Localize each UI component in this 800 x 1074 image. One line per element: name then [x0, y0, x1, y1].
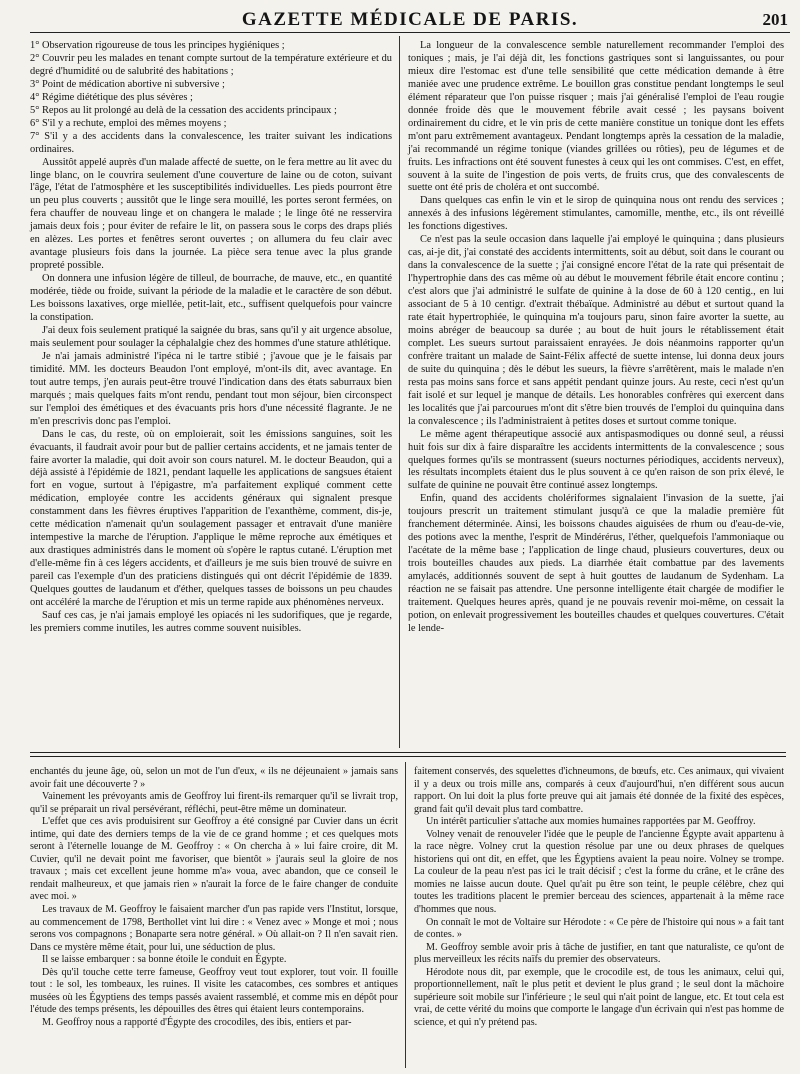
paragraph: 6° S'il y a rechute, emploi des mêmes moyens ; [30, 117, 227, 129]
paragraph: J'ai deux fois seulement pratiqué la saignée du bras, sans qu'il y ait urgence absolue, mais seulement pour soulager la céphalalgie chez des hommes d'une stature athlétique. [30, 324, 392, 349]
paragraph: 1° Observation rigoureuse de tous les principes hygiéniques ; [30, 40, 285, 51]
page-title: GAZETTE MÉDICALE DE PARIS. [241, 9, 579, 30]
paragraph: Enfin, quand des accidents cholériformes signalaient l'invasion de la suette, j'ai toujours prescrit un traitement stimulant jusqu'à ce que la maladie première fût franchement déterminée. Ainsi, les boissons chaudes aiguisées de rhum ou d'eau-de-vie, des potions avec la menthe, l'esprit de Mindérérus, l'éther, quelquefois l'ammoniaque ou l'acétate de la même base ; l'application de linge chaud, plusieurs couvertures, deux ou trois bouteilles chaudes aux pieds. La diarrhée était combattue par des lavements amylacés, additionnés souvent de sept à huit gouttes de laudanum de Sydenham. La réaction ne se faisait pas attendre. Une personne intelligente était chargée de modifier le traitement. Quelques heures après, quand je ne pouvais revenir moi-même, on cessait la potion, on enlevait progressivement les bouteilles chaudes et quelques couvertures. C'était le lende- [408, 493, 784, 634]
paragraph: Il se laisse embarquer : sa bonne étoile le conduit en Égypte. [42, 954, 287, 966]
paragraph: M. Geoffroy nous a rapporté d'Égypte des crocodiles, des ibis, entiers et par- [42, 1016, 352, 1028]
paragraph: Le même agent thérapeutique associé aux antispasmodiques ou donné seul, a réussi huit fois sur dix à faire disparaître les accidents intermittents de la convalescence ; sous quelques formes qu'ils se montrassent (sueurs nocturnes périodiques, accidents nerveux), les résultats incomplets étaient dus le plus souvent à ce qu'en raison de son prix élevé, le sulfate de quinine ne pouvait être continué assez longtemps. [408, 428, 784, 492]
paragraph: Un intérêt particulier s'attache aux momies humaines rapportées par M. Geoffroy. [426, 816, 756, 828]
paragraph: Hérodote nous dit, par exemple, que le crocodile est, de tous les animaux, celui qui, proportionnellement, naît le plus petit et devient le plus grand ; le seul dont la mâchoire supérieure soit mobile sur l'inférieure ; le seul qui n'ait point de langue, etc. Et tout cela est vrai, de cette vérité du moins que comporte le langage d'un écrivain qui n'est pas homme de science, et qui n'y prétend pas. [414, 966, 784, 1028]
feuilleton-rule [30, 752, 786, 753]
bottom-left-column [30, 766, 398, 1029]
paragraph: 5° Repos au lit prolongé au delà de la cessation des accidents principaux ; [30, 104, 337, 116]
top-right-column [408, 40, 784, 636]
paragraph: 2° Couvrir peu les malades en tenant compte surtout de la température extérieure et du degré d'humidité ou de salubrité des habitations ; [30, 52, 392, 77]
paragraph: Volney venait de renouveler l'idée que le peuple de l'ancienne Égypte avait appartenu à la race nègre. Volney crut la question résolue par une ou deux phrases de quelques historiens qui ont dit, en effet, que les Égyptiens avaient la peau noire. Volney se trompe. La couleur de la peau n'est pas ici le trait décisif ; c'est la forme du crâne, et le crâne des momies ne laisse aucun doute. Quel qu'ait pu être son teint, le peuple célèbre, chez qui toutes les traditions placent le premier berceau des sciences, appartenait à la même race d'hommes que nous. [414, 828, 784, 916]
top-left-column [30, 40, 392, 636]
paragraph: Ce n'est pas la seule occasion dans laquelle j'ai employé le quinquina ; dans plusieurs cas, ai-je dit, j'ai constaté des accidents intermittents, soit au début, soit dans le courant ou dans la convalescence de la suette ; j'ai consigné encore l'état de la rate qui présentait de l'hypertrophie dans des cas même où au début le mouvement fébrile était encore continu ; c'est alors que j'ai administré le sulfate de quinine à la dose de 60 à 120 centig., en lui associant de 5 à 10 centigr. d'extrait thébaïque. Administré au début et surtout quand la rate était hypertrophiée, le quinquina m'a toujours paru, sinon faire avorter la suette, au moins abréger de beaucoup sa durée ; au bout de huit jours le rétablissement était complet. Les sueurs surtout paraissaient enrayées. Je dois néanmoins rapporter qu'un confrère traitant un malade de Saint-Félix affecté de suette intense, lui donna deux jours de suite du quinquina ; dès le début les sueurs, la fièvre s'arrêtèrent, mais le malade n'en resta pas moins sans force et sans appétit pendant quinze jours. Au reste, ceci n'est qu'un fait isolé et sur lequel je manque de détails. Les honorables confrères qui exercent dans les localités que j'ai parcourues m'ont dit s'être bien trouvés de l'emploi du quinquina dans la convalescence ; ils l'administraient à petites doses et surtout comme tonique. [408, 234, 784, 427]
paragraph: L'effet que ces avis produisirent sur Geoffroy a été consigné par Cuvier dans un écrit intime, qui date des derniers temps de la vie de ce grand homme ; et ces quelques mots seront à l'éternelle louange de M. Geoffroy : « On chercha à » lui faire croire, dit M. Cuvier, qu'il ne devait point me favoriser, que bientôt » j'aurais seul la gloire de nos travaux ; mais cet excellent jeune homme m'a» voua, avec abandon, que ce conseil le rendait malheureux, et que jamais rien » n'aurait la force de le faire changer de conduite avec moi. » [30, 816, 398, 903]
paragraph: 4° Régime diététique des plus sévères ; [30, 91, 193, 103]
feuilleton-rule-thin [30, 756, 786, 757]
paragraph: Dans quelques cas enfin le vin et le sirop de quinquina nous ont rendu des services ; annexés à des infusions légèrement stimulantes, camomille, menthe, etc., ils ont réveillé les fonctions digestives. [408, 195, 784, 233]
paragraph: La longueur de la convalescence semble naturellement recommander l'emploi des toniques ; mais, je l'ai déjà dit, les fonctions gastriques sont si languissantes, ou pour mieux dire l'estomac est d'une telle sensibilité que cette médication demande à être maniée avec une prudence extrême. Le bouillon gras constitue pendant longtemps le seul élément réparateur que l'on puisse risquer ; mais j'ai généralisé l'emploi de l'eau rougie donnée froide dès que le mouvement fébrile avait cessé ; les paysans boivent ordinairement du cidre, et le vin pris de cette manière constitue un tonique dont les effets m'ont paru extrêmement avantageux. Pendant longtemps après la cessation de la maladie, j'ai recommandé un régime tonique (viandes grillées ou rôties), peu de légumes et de fruits. Les infractions ont été souvent funestes à ceux qui les ont commises. C'est, en effet, souvent à la suite de l'ingestion de pois verts, de fruits crus, que des convalescents de suette ont été pris de choléra et ont succombé. [408, 40, 784, 194]
paragraph: Les travaux de M. Geoffroy le faisaient marcher d'un pas rapide vers l'Institut, lorsque, au commencement de 1798, Berthollet vint lui dire : « Venez avec » Monge et moi ; nous serons vos compagnons ; Bonaparte sera notre général. » Où allait-on ? Il n'en savait rien. Dans ce mystère même était, pour lui, une séduction de plus. [30, 904, 398, 953]
paragraph: On donnera une infusion légère de tilleul, de bourrache, de mauve, etc., en quantité modérée, tiède ou froide, suivant la période de la maladie et le caractère de son début. Les boissons laxatives, orge miellée, petit-lait, etc., suffisent quelquefois pour vaincre la constipation. [30, 273, 392, 324]
paragraph: 3° Point de médication abortive ni subversive ; [30, 78, 225, 90]
column-divider [405, 762, 406, 1068]
paragraph: Vainement les prévoyants amis de Geoffroy lui firent-ils remarquer qu'il se livrait trop, qu'il se préparait un rival persévérant, réfléchi, peut-être même un dominateur. [30, 791, 398, 815]
column-divider [399, 36, 400, 748]
page-header [30, 6, 790, 33]
paragraph: 7° S'il y a des accidents dans la convalescence, les traiter suivant les indications ordinaires. [30, 130, 392, 155]
paragraph: M. Geoffroy semble avoir pris à tâche de justifier, en tant que naturaliste, ce qu'ont de plus merveilleux les récits naïfs du premier des observateurs. [414, 941, 784, 966]
page-number: 201 [762, 10, 788, 29]
paragraph: Dans le cas, du reste, où on emploierait, soit les émissions sanguines, soit les évacuants, il faudrait avoir pour but de pallier certains accidents, et ne jamais tenter de faire avorter la maladie, qui doit avoir son cours naturel. M. le docteur Beaudon, qui a déjà assisté à l'épidémie de 1821, pendant laquelle les applications de sangsues étaient fort en vogue, surtout à l'épigastre, m'a parfaitement expliqué comment cette médication, employée contre les accidents généraux qui signalent presque constamment dans les fièvres éruptives l'apparition de l'exanthème, comment, dis-je, cette médication n'amenait qu'un soulagement passager et entravait d'une manière intempestive la marche de l'éruption. J'applique le même reproche aux émétiques et aux drastiques administrés dans le moment où s'opère le raptus cutané. L'éruption met d'elle-même fin à ces légers accidents, et d'ailleurs je me suis bien trouvé de suivre en pareil cas l'exemple d'un des praticiens distingués qui ont décrit l'épidémie de 1839. Quelques gouttes de laudanum et d'éther, quelques tasses de boissons un peu chaudes ont accéléré la marche de l'éruption et mis un terme rapide aux phénomènes nerveux. [30, 428, 392, 608]
paragraph: Je n'ai jamais administré l'ipéca ni le tartre stibié ; j'avoue que je le faisais par timidité. MM. les docteurs Beaudon l'ont employé, m'ont-ils dit, avec avantage. En tout autre temps, j'en aurais peut-être trouvé l'indication dans des états saburraux bien marqués ; mais quelques faits m'ont rendu, pendant tout mon séjour, bien circonspect sur l'emploi des émétiques et des évacuants pris hors d'une nécessité flagrante. Je ne m'en prescrivis donc pas l'emploi. [30, 350, 392, 427]
paragraph: Aussitôt appelé auprès d'un malade affecté de suette, on le fera mettre au lit avec du linge blanc, on le couvrira seulement d'une couverture de laine ou de coton, suivant l'âge, l'état de l'atmosphère et les susceptibilités individuelles. Les pieds pourront être un peu plus couverts ; aussitôt que le linge sera mouillé, les portes seront fermées, on fera chauffer de nouveau linge et on changera le malade ; le linge ôté ne resservira jamais deux fois ; pour éviter de refaire le lit, on passera sous le corps des draps pliés en alèzes. Les portes et fenêtres seront ouvertes ; on allumera du feu clair avec avantage plusieurs fois dans la journée. La pièce sera tenue avec la plus grande propreté possible. [30, 156, 392, 272]
paragraph: enchantés du jeune âge, où, selon un mot de l'un d'eux, « ils ne déjeunaient » jamais sans avoir fait une découverte ? » [30, 766, 398, 790]
paragraph: faitement conservés, des squelettes d'ichneumons, de bœufs, etc. Ces animaux, qui vivaient il y a deux ou trois mille ans, comparés à ceux d'aujourd'hui, n'en différent sous aucun rapport. On lui doit la plus forte preuve qui ait jamais été donnée de la fixité des espèces, grand fait qu'il devait plus tard combattre. [414, 766, 784, 815]
paragraph: Sauf ces cas, je n'ai jamais employé les opiacés ni les sudorifiques, que je regarde, les premiers comme inutiles, les autres comme souvent nuisibles. [30, 609, 392, 634]
paragraph: Dès qu'il touche cette terre fameuse, Geoffroy veut tout explorer, tout voir. Il fouille tout : le sol, les tombeaux, les ruines. Il visite les catacombes, ces sombres et antiques musées où les Égyptiens des temps passés avaient rassemblé, et comme mis en dépôt pour l'étude des temps présents, les dépouilles des êtres qui étaient leurs contemporains. [30, 966, 398, 1016]
paragraph: On connaît le mot de Voltaire sur Hérodote : « Ce père de l'histoire qui nous » a fait tant de contes. » [414, 916, 784, 941]
bottom-right-column [414, 766, 784, 1029]
